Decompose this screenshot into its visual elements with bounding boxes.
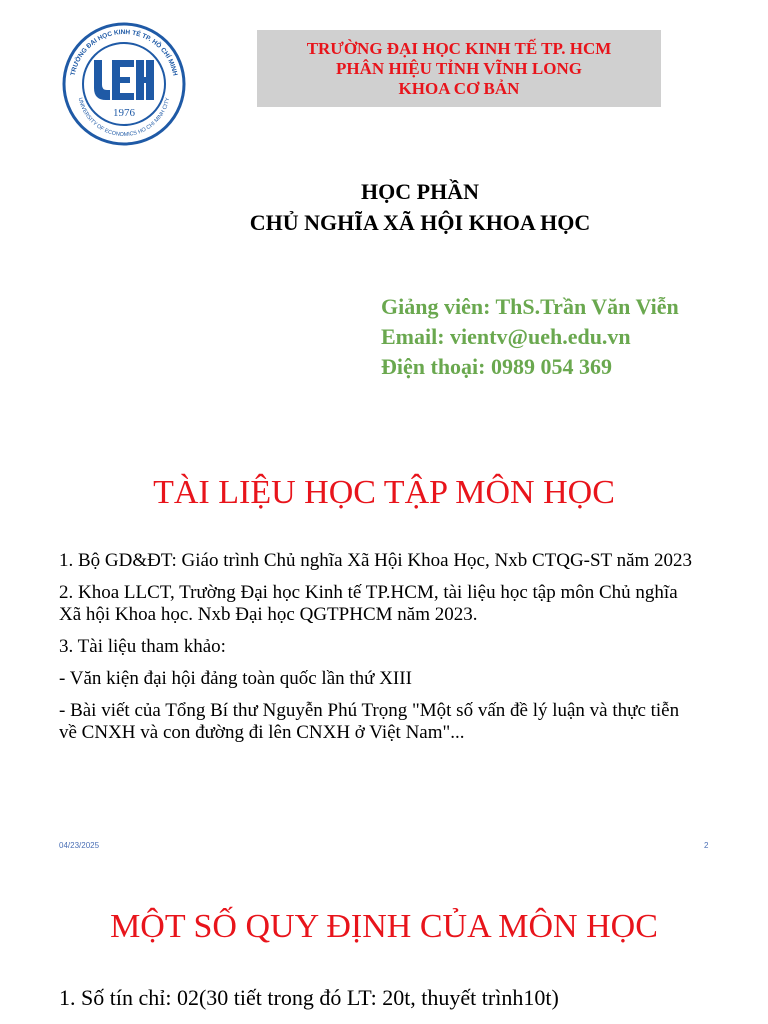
- header-line-2: PHÂN HIỆU TỈNH VĨNH LONG: [336, 58, 582, 78]
- lecturer-email: Email: vientv@ueh.edu.vn: [381, 324, 631, 349]
- list-item: - Bài viết của Tổng Bí thư Nguyễn Phú Trọng "Một số vấn đề lý luận và thực tiễn về CNXH và con đường đi lên CNXH ở Việt Nam"...: [59, 700, 680, 743]
- list-item: - Văn kiện đại hội đảng toàn quốc lần thứ XIII: [59, 668, 412, 689]
- lecturer-info: [381, 292, 679, 382]
- lecturer-name: Giảng viên: ThS.Trần Văn Viễn: [381, 294, 679, 319]
- lecturer-phone: Điện thoại: 0989 054 369: [381, 354, 612, 379]
- rules-list: [59, 984, 759, 1018]
- list-item: 2. Khoa LLCT, Trường Đại học Kinh tế TP.HCM, tài liệu học tập môn Chủ nghĩa Xã hội Khoa học. Nxb Đại học QGTPHCM năm 2023.: [59, 582, 678, 625]
- materials-list: [59, 550, 699, 754]
- slide-page-number: 2: [704, 841, 709, 850]
- rules-heading: MỘT SỐ QUY ĐỊNH CỦA MÔN HỌC: [110, 908, 658, 945]
- logo-ring-top: TRƯỜNG ĐẠI HỌC KINH TẾ TP. HỒ CHÍ MINH: [69, 28, 179, 77]
- course-line-1: HỌC PHẦN: [361, 179, 479, 204]
- materials-heading: TÀI LIỆU HỌC TẬP MÔN HỌC: [153, 474, 615, 511]
- header-line-3: KHOA CƠ BẢN: [398, 78, 520, 98]
- list-item: 3. Tài liệu tham khảo:: [59, 636, 226, 657]
- header-line-1: TRƯỜNG ĐẠI HỌC KINH TẾ TP. HCM: [306, 38, 612, 58]
- logo-ring-bottom: UNIVERSITY OF ECONOMICS HO CHI MINH CITY: [76, 97, 172, 139]
- course-title: [0, 176, 768, 238]
- list-item: 1. Số tín chỉ: 02(30 tiết trong đó LT: 20t, thuyết trình10t): [59, 985, 559, 1010]
- institution-header: [257, 30, 661, 107]
- slide-footer-date: 04/23/2025: [59, 841, 100, 850]
- list-item: 1. Bộ GD&ĐT: Giáo trình Chủ nghĩa Xã Hội Khoa Học, Nxb CTQG-ST năm 2023: [59, 550, 693, 571]
- logo-year: 1976: [113, 107, 135, 119]
- course-line-2: CHỦ NGHĨA XÃ HỘI KHOA HỌC: [249, 210, 591, 235]
- ueh-logo: [60, 20, 188, 148]
